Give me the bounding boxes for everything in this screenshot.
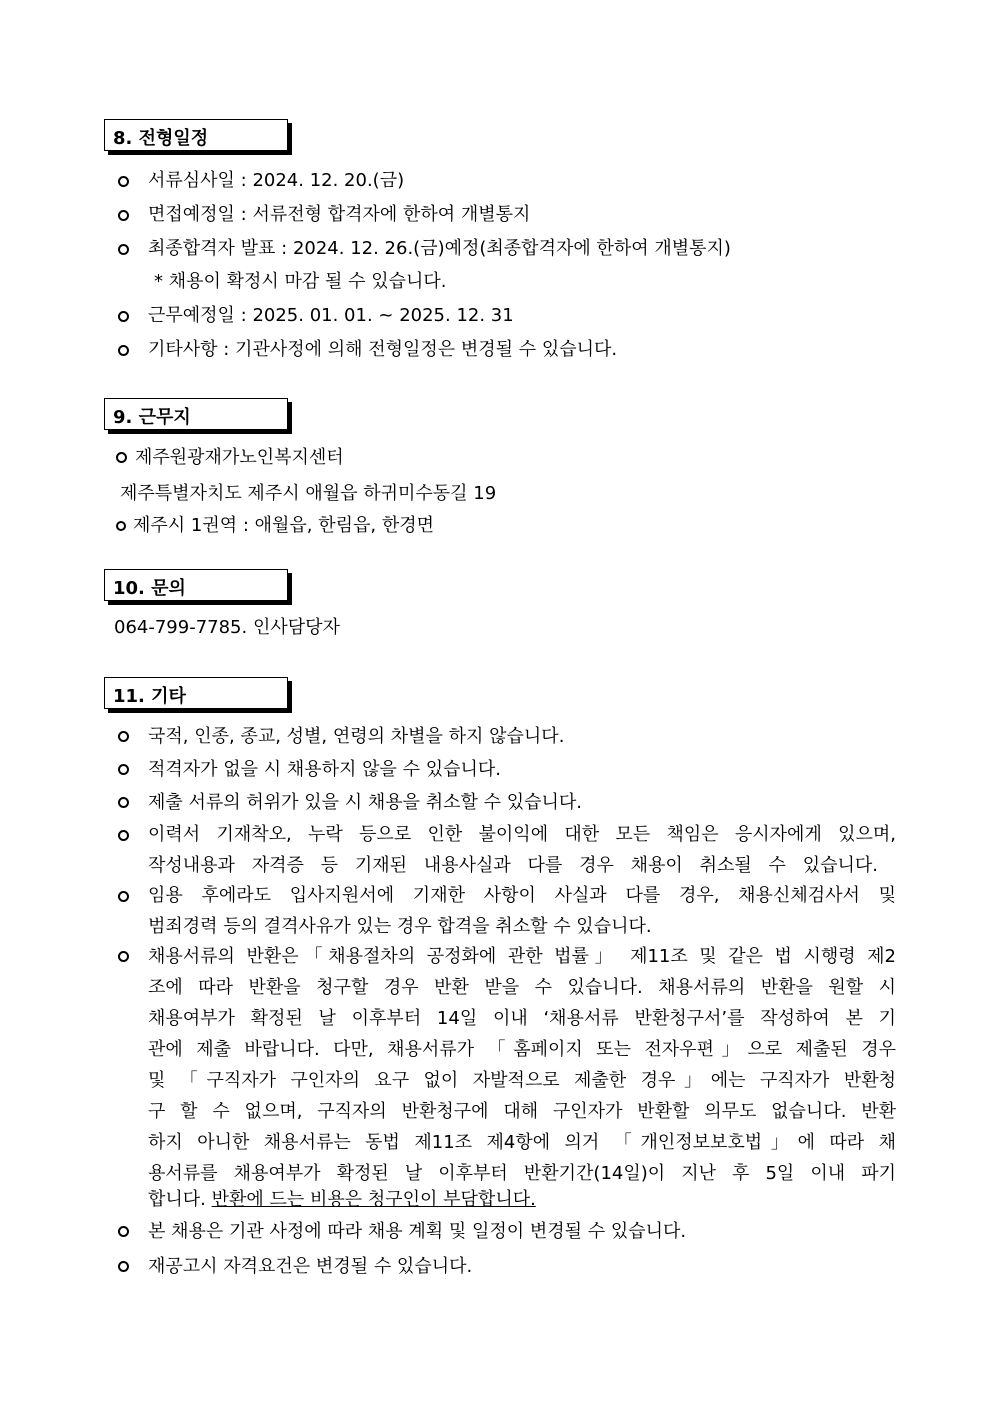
section-11-header bbox=[104, 677, 288, 709]
note-no-discrimination: 국적, 인종, 종교, 성별, 연령의 차별을 하지 않습니다. bbox=[148, 726, 565, 747]
note-document-return-line-2: 조에 따라 반환을 청구할 경우 반환 받을 수 있습니다. 채용서류의 반환을 원할 시 bbox=[148, 977, 896, 998]
circle-bullet-icon bbox=[118, 891, 129, 902]
circle-bullet-icon bbox=[118, 797, 129, 808]
note-cancellation-line-2: 범죄경력 등의 결격사유가 있는 경우 합격을 취소할 수 있습니다. bbox=[148, 916, 652, 937]
note-cost-underlined: 반환에 드는 비용은 청구인이 부담합니다. bbox=[211, 1189, 536, 1210]
note-no-qualified: 적격자가 없을 시 채용하지 않을 수 있습니다. bbox=[148, 759, 502, 780]
circle-bullet-icon bbox=[118, 176, 129, 187]
section-9-title: 9. 근무지 bbox=[113, 407, 191, 428]
workplace-region: 제주시 1권역 : 애월읍, 한림읍, 한경면 bbox=[133, 515, 434, 536]
note-plan-change: 본 채용은 기관 사정에 따라 채용 계획 및 일정이 변경될 수 있습니다. bbox=[148, 1221, 687, 1242]
schedule-document-review: 서류심사일 : 2024. 12. 20.(금) bbox=[148, 170, 405, 191]
note-resume-error-line-1: 이력서 기재착오, 누락 등으로 인한 불이익에 대한 모든 책임은 응시자에게 있으며, bbox=[148, 824, 896, 845]
note-document-return-line-7: 하지 아니한 채용서류는 동법 제11조 제4항에 의거 「개인정보보호법」에 따라 채 bbox=[148, 1132, 896, 1153]
note-document-return-end: 합니다. bbox=[148, 1189, 212, 1210]
circle-bullet-icon bbox=[118, 244, 129, 255]
note-document-return-line-8: 용서류를 채용여부가 확정된 날 이후부터 반환기간(14일)이 지난 후 5일 이내 파기 bbox=[148, 1163, 896, 1184]
schedule-other: 기타사항 : 기관사정에 의해 전형일정은 변경될 수 있습니다. bbox=[148, 339, 618, 360]
section-9-header bbox=[104, 398, 288, 430]
circle-bullet-icon bbox=[118, 1261, 129, 1272]
note-document-return-line-4: 관에 제출 바랍니다. 다만, 채용서류가 「홈페이지 또는 전자우편」으로 제출된 경우 bbox=[148, 1039, 896, 1060]
section-10-title: 10. 문의 bbox=[113, 578, 186, 599]
workplace-address: 제주특별자치도 제주시 애월읍 하귀미수동길 19 bbox=[120, 483, 497, 504]
note-document-return-line-6: 구 할 수 없으며, 구직자의 반환청구에 대해 구인자가 반환할 의무도 없습니다. 반환 bbox=[148, 1101, 896, 1122]
section-10-header bbox=[104, 569, 288, 601]
schedule-interview: 면접예정일 : 서류전형 합격자에 한하여 개별통지 bbox=[148, 204, 531, 225]
section-11-title: 11. 기타 bbox=[113, 686, 186, 707]
schedule-final-announcement: 최종합격자 발표 : 2024. 12. 26.(금)예정(최종합격자에 한하여 개별통지) bbox=[148, 238, 731, 259]
note-cancellation-line-1: 임용 후에라도 입사지원서에 기재한 사항이 사실과 다를 경우, 채용신체검사서 및 bbox=[148, 885, 896, 906]
circle-bullet-icon bbox=[118, 210, 129, 221]
note-document-return-line-5: 및 「구직자가 구인자의 요구 없이 자발적으로 제출한 경우」에는 구직자가 반환청 bbox=[148, 1070, 896, 1091]
note-document-return-line-9 bbox=[148, 1189, 536, 1211]
circle-bullet-icon bbox=[118, 764, 129, 775]
note-document-return-line-1: 채용서류의 반환은「채용절차의 공정화에 관한 법률」 제11조 및 같은 법 시행령 제2 bbox=[148, 946, 896, 967]
circle-bullet-icon bbox=[118, 1226, 129, 1237]
schedule-work-period: 근무예정일 : 2025. 01. 01. ~ 2025. 12. 31 bbox=[148, 305, 514, 326]
circle-bullet-icon bbox=[116, 521, 126, 531]
circle-bullet-icon bbox=[118, 311, 129, 322]
contact-phone: 064-799-7785. 인사담당자 bbox=[114, 617, 340, 638]
circle-bullet-icon bbox=[118, 830, 129, 841]
workplace-name: 제주원광재가노인복지센터 bbox=[135, 447, 344, 468]
note-document-return-line-3: 채용여부가 확정된 날 이후부터 14일 이내 ‘채용서류 반환청구서’를 작성하여 본 기 bbox=[148, 1008, 896, 1029]
note-requirements-change: 재공고시 자격요건은 변경될 수 있습니다. bbox=[148, 1256, 473, 1277]
note-false-documents: 제출 서류의 허위가 있을 시 채용을 취소할 수 있습니다. bbox=[148, 792, 583, 813]
circle-bullet-icon bbox=[116, 452, 127, 463]
schedule-note: * 채용이 확정시 마감 될 수 있습니다. bbox=[154, 271, 447, 292]
circle-bullet-icon bbox=[118, 951, 129, 962]
note-resume-error-line-2: 작성내용과 자격증 등 기재된 내용사실과 다를 경우 채용이 취소될 수 있습니다. bbox=[148, 855, 878, 876]
section-8-header bbox=[104, 119, 288, 151]
section-8-title: 8. 전형일정 bbox=[113, 128, 209, 149]
circle-bullet-icon bbox=[118, 345, 129, 356]
circle-bullet-icon bbox=[118, 731, 129, 742]
